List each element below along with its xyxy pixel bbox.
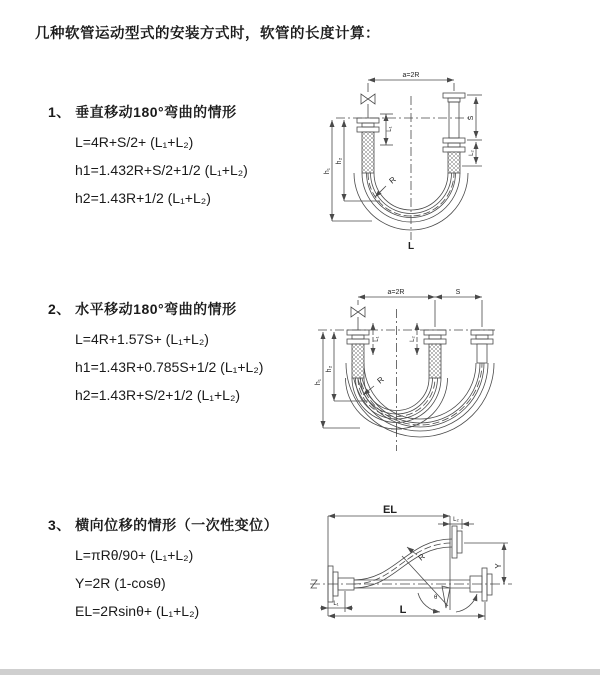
section-2-formula-h2: h2=1.43R+S/2+1/2 (L₁+L₂)	[75, 387, 241, 403]
diagram-3	[300, 498, 590, 643]
section-3-formula-Y: Y=2R (1-cosθ)	[75, 575, 166, 591]
dim-label-l2: L₂	[410, 336, 416, 342]
page-title: 几种软管运动型式的安装方式时，软管的长度计算：	[35, 26, 380, 42]
right-pipe-flange	[443, 93, 465, 173]
dimension-lines	[332, 80, 482, 221]
section-3-formula-EL: EL=2Rsinθ+ (L₁+L₂)	[75, 603, 200, 619]
section-1	[48, 102, 248, 212]
left-pipe-flange	[347, 330, 369, 378]
length-label: L	[407, 241, 415, 252]
dim-label-a2r: a=2R	[387, 289, 405, 296]
hose-s-curve-displaced	[354, 526, 462, 588]
dim-label-h2: h₂	[326, 365, 333, 373]
angle-label: θ	[434, 595, 438, 601]
dim-label-h1: h₁	[324, 167, 331, 175]
section-1-formula-h2: h2=1.43R+1/2 (L₁+L₂)	[75, 190, 211, 206]
radius-label: R	[375, 374, 386, 386]
dim-label-s: S	[468, 115, 475, 121]
dim-label-l2: L₂	[469, 150, 475, 156]
section-1-formula-h1: h1=1.432R+S/2+1/2 (L₁+L₂)	[75, 162, 248, 178]
valve-icon	[361, 94, 375, 118]
dimension-lines	[320, 516, 508, 620]
dim-label-l1: L₁	[333, 601, 339, 607]
page-bottom-edge	[0, 669, 600, 675]
section-1-heading: 1、 垂直移动180°弯曲的情形	[48, 104, 237, 120]
dim-label-h1: h₁	[315, 378, 322, 386]
section-1-formula-L: L=4R+S/2+ (L₁+L₂)	[75, 134, 194, 150]
radius-label: R	[387, 174, 398, 186]
dim-label-y: Y	[494, 563, 503, 569]
dim-label-l1: L₁	[387, 126, 393, 132]
right-pipe-flange	[471, 330, 493, 363]
radius-label: R	[416, 551, 427, 563]
dim-label-el: EL	[382, 504, 398, 516]
section-3-formula-L: L=πRθ/90+ (L₁+L₂)	[75, 547, 194, 563]
section-2-formula-h1: h1=1.43R+0.785S+1/2 (L₁+L₂)	[75, 359, 264, 375]
dim-label-s: S	[455, 289, 461, 296]
diagram-1	[310, 68, 580, 263]
section-2-heading: 2、 水平移动180°弯曲的情形	[48, 301, 237, 317]
left-pipe-flange	[357, 118, 379, 173]
section-3-heading: 3、 横向位移的情形（一次性变位）	[48, 517, 279, 533]
valve-icon	[351, 307, 365, 330]
dim-label-l1: L₁	[374, 336, 380, 342]
section-3	[48, 515, 278, 625]
section-2	[48, 299, 263, 409]
dim-label-l2: L₂	[453, 517, 459, 523]
dim-label-a2r: a=2R	[402, 72, 420, 79]
middle-pipe-flange	[424, 330, 446, 378]
length-label: L	[399, 604, 407, 616]
dim-label-h2: h₂	[336, 157, 343, 165]
diagram-2	[310, 283, 580, 463]
section-2-formula-L: L=4R+1.57S+ (L₁+L₂)	[75, 331, 209, 347]
